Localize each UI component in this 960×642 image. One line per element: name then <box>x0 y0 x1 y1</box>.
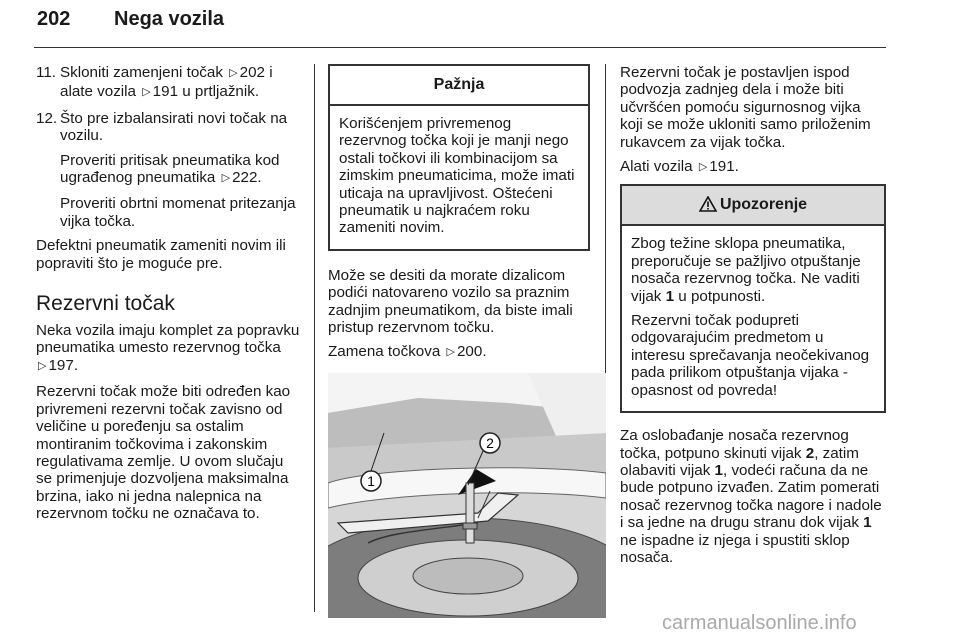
page-ref[interactable]: 222 <box>232 169 258 187</box>
list-text: Proveriti pritisak pneumatika kod ugrađenog pneumatika ▷ 222. <box>60 152 300 189</box>
warning-triangle-icon <box>699 189 717 227</box>
body-paragraph: Može se desiti da morate dizalicom podići natovareno vozilo sa praznim zadnjim pneumatikom, da biste imali pristup rezervnom točku. <box>328 266 573 337</box>
page-ref-icon <box>140 83 152 100</box>
list-item <box>36 110 300 230</box>
page-ref-icon <box>227 64 239 81</box>
page-ref[interactable]: 197 <box>48 356 74 374</box>
watermark: carmanualsonline.info <box>662 612 857 634</box>
figure-label-2: 2 <box>486 434 494 451</box>
right-column <box>620 64 886 573</box>
notice-text: Korišćenjem privremenog rezervnog točka koji je manji nego ostali točkovi ili kombinacijom sa zimskim pneumaticima, može imati uticaja na upravljivost. Oštećeni pneumatik u najkraćem roku zameniti novim. <box>339 115 575 237</box>
list-text: Što pre izbalansirati novi točak na vozilu. <box>60 109 288 145</box>
section-heading: Rezervni točak <box>36 292 175 316</box>
list-text: Proveriti obrtni momenat pritezanja vijka točka. <box>60 195 296 230</box>
page-ref[interactable]: 200 <box>456 343 483 361</box>
warning-text: Zbog težine sklopa pneumatika, preporučuje se pažljivo otpuštanje nosača rezervnog točka. Ne vaditi vijak 1 u potpunosti. <box>631 235 861 305</box>
spare-wheel-illustration <box>328 373 606 618</box>
page-number: 202 <box>37 8 71 30</box>
page-ref-icon <box>697 158 709 175</box>
chapter-title: Nega vozila <box>114 8 225 30</box>
body-paragraph: Zamena točkova ▷ 200. <box>328 343 590 362</box>
list-item <box>36 64 300 103</box>
header-rule <box>34 47 886 48</box>
body-paragraph: Za oslobađanje nosača rezervnog točka, potpuno skinuti vijak 2, zatim olabaviti vijak 1, vodeći računa da ne bude potpuno izvađen. Zatim pomerati nosač rezervnog točka nagore i nadole i sa jedne na drugu stranu dok vijak 1 ne ispadne iz njega i spustiti sklop nosača. <box>620 427 882 566</box>
body-paragraph: Neka vozila imaju komplet za popravku pneumatika umesto rezervnog točka ▷ 197. <box>36 322 300 376</box>
middle-column <box>328 64 590 618</box>
body-paragraph: Alati vozila ▷ 191. <box>620 158 886 177</box>
body-paragraph: Rezervni točak je postavljen ispod podvozja zadnjeg dela i može biti učvršćen pomoću sigurnosnog vijka koji se može ukloniti samo priloženim rukavcem za vijak točka. <box>620 64 871 151</box>
page-ref[interactable]: 191 <box>709 158 735 176</box>
body-paragraph: Rezervni točak može biti određen kao privremeni rezervni točak zavisno od veličine u poređenju sa ostalim montiranim točkovima i zakonskim regulativama zemlje. U ovom slučaju se primenjuje dozvoljena maksimalna brzina, iako ni jedna nalepnica na rezervnom točku ne označava to. <box>36 383 291 523</box>
page-ref[interactable]: 202 <box>239 64 265 81</box>
left-column <box>36 64 300 530</box>
warning-title: Upozorenje <box>719 196 808 214</box>
warning-text: Rezervni točak podupreti odgovarajućim predmetom u interesu sprečavanja neočekivanog pada prilikom otpuštanja vijaka - opasnost od povreda! <box>631 312 870 399</box>
figure-label-1: 1 <box>367 472 375 489</box>
page-header <box>0 0 960 52</box>
page-ref[interactable]: 191 <box>152 83 179 101</box>
warning-header <box>622 186 884 226</box>
list-text: Skloniti zamenjeni točak ▷ 202 i alate vozila ▷ 191 u prtljažnik. <box>60 64 300 103</box>
column-divider-1 <box>314 64 315 612</box>
page-ref-icon <box>445 343 457 360</box>
list-number: 12. <box>36 109 58 127</box>
page-ref-icon <box>36 357 48 374</box>
list-number: 11. <box>36 64 56 81</box>
warning-box <box>620 184 886 413</box>
notice-box <box>328 64 590 251</box>
page-ref-icon <box>220 169 232 186</box>
notice-title: Pažnja <box>330 66 588 106</box>
body-paragraph: Defektni pneumatik zameniti novim ili popraviti što je moguće pre. <box>36 237 286 272</box>
